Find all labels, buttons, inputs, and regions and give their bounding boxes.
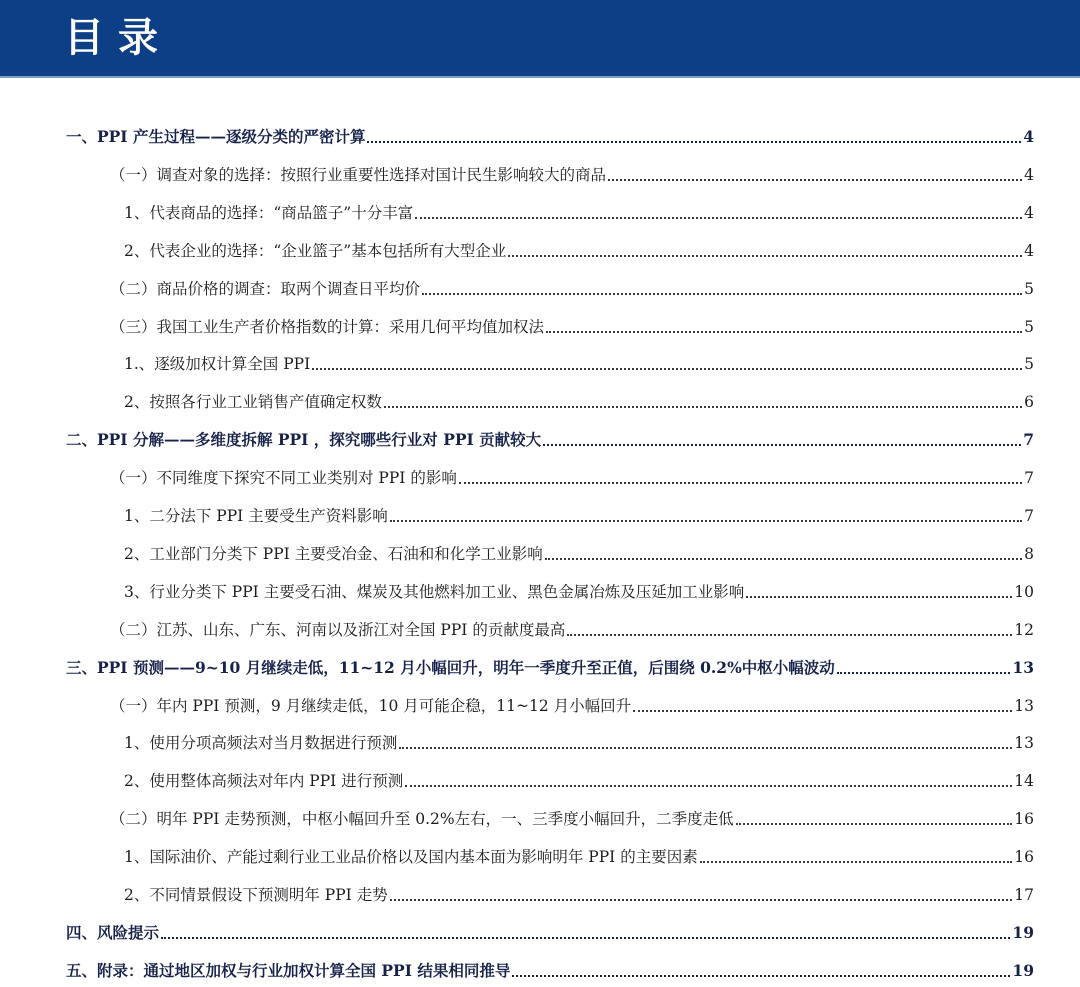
toc-entry-label: 1、二分法下 PPI 主要受生产资料影响 xyxy=(124,507,388,525)
toc-entry[interactable] xyxy=(110,463,1034,489)
toc-entry[interactable] xyxy=(124,880,1034,906)
toc-dot-leader xyxy=(567,634,1012,636)
toc-entry[interactable] xyxy=(110,691,1034,717)
toc-entry[interactable] xyxy=(66,425,1034,451)
toc-entry[interactable] xyxy=(110,312,1034,338)
toc-entry[interactable] xyxy=(124,198,1034,224)
toc-entry-label: （一）年内 PPI 预测，9 月继续走低，10 月可能企稳，11~12 月小幅回升 xyxy=(110,697,632,715)
toc-entry-label: 五、附录：通过地区加权与行业加权计算全国 PPI 结果相同推导 xyxy=(66,961,511,980)
toc-page-number: 5 xyxy=(1024,318,1034,336)
toc-page-number: 7 xyxy=(1024,469,1034,487)
toc-entry-label: 四、风险提示 xyxy=(66,923,160,942)
toc-entry[interactable] xyxy=(124,577,1034,603)
toc-page-number: 7 xyxy=(1024,507,1034,525)
toc-dot-leader xyxy=(512,975,1010,977)
toc-entry-label: （一）不同维度下探究不同工业类别对 PPI 的影响 xyxy=(110,469,457,487)
toc-entry[interactable] xyxy=(66,653,1034,679)
toc-page-number: 4 xyxy=(1023,127,1034,146)
toc-dot-leader xyxy=(746,596,1012,598)
toc-entry-label: 2、按照各行业工业销售产值确定权数 xyxy=(124,393,382,411)
toc-page-number: 6 xyxy=(1024,393,1034,411)
toc-entry-label: 2、工业部门分类下 PPI 主要受冶金、石油和和化学工业影响 xyxy=(124,545,543,563)
toc-entry[interactable] xyxy=(124,236,1034,262)
toc-entry-label: （二）江苏、山东、广东、河南以及浙江对全国 PPI 的贡献度最高 xyxy=(110,621,566,639)
toc-entry[interactable] xyxy=(66,122,1034,148)
toc-page-number: 13 xyxy=(1014,697,1034,715)
toc-entry-label: （二）商品价格的调查：取两个调查日平均价 xyxy=(110,280,421,298)
toc-dot-leader xyxy=(312,368,1022,370)
toc-entry-label: 1、国际油价、产能过剩行业工业品价格以及国内基本面为影响明年 PPI 的主要因素 xyxy=(124,848,698,866)
toc-entry-label: 3、行业分类下 PPI 主要受石油、煤炭及其他燃料加工业、黑色金属冶炼及压延加工业影响 xyxy=(124,583,745,601)
toc-page-number: 5 xyxy=(1024,355,1034,373)
toc-entry-label: 1.、逐级加权计算全国 PPI xyxy=(124,355,311,373)
toc-entry[interactable] xyxy=(124,539,1034,565)
toc-entry-label: 1、使用分项高频法对当月数据进行预测 xyxy=(124,734,398,752)
toc-entry[interactable] xyxy=(110,160,1034,186)
toc-page-number: 5 xyxy=(1024,280,1034,298)
toc-page-number: 12 xyxy=(1014,621,1034,639)
toc-dot-leader xyxy=(384,406,1022,408)
toc-dot-leader xyxy=(700,861,1013,863)
toc-page-number: 4 xyxy=(1024,166,1034,184)
toc-dot-leader xyxy=(736,823,1013,825)
toc-dot-leader xyxy=(399,747,1012,749)
toc-entry-label: 二、PPI 分解——多维度拆解 PPI ，探究哪些行业对 PPI 贡献较大 xyxy=(66,430,542,449)
toc-entry[interactable] xyxy=(124,387,1034,413)
toc-page-number: 13 xyxy=(1012,658,1034,677)
toc-entry-label: （三）我国工业生产者价格指数的计算：采用几何平均值加权法 xyxy=(110,318,545,336)
toc-entry[interactable] xyxy=(110,804,1034,830)
toc-page-number: 16 xyxy=(1014,848,1034,866)
toc-entry-label: 1、代表商品的选择：“商品篮子”十分丰富 xyxy=(124,204,414,222)
toc-entry[interactable] xyxy=(110,274,1034,300)
toc-entry[interactable] xyxy=(66,956,1034,982)
toc-dot-leader xyxy=(837,672,1011,674)
toc-entry-label: 2、不同情景假设下预测明年 PPI 走势 xyxy=(124,886,388,904)
toc-page-number: 4 xyxy=(1024,242,1034,260)
toc-dot-leader xyxy=(633,710,1012,712)
toc-entry[interactable] xyxy=(124,842,1034,868)
toc-entry-label: （二）明年 PPI 走势预测，中枢小幅回升至 0.2%左右，一、三季度小幅回升，二季度走低 xyxy=(110,810,734,828)
toc-page-number: 8 xyxy=(1024,545,1034,563)
toc-entry-label: 三、PPI 预测——9~10 月继续走低，11~12 月小幅回升，明年一季度升至正值，后围绕 0.2%中枢小幅波动 xyxy=(66,658,835,677)
toc-page-number: 16 xyxy=(1014,810,1034,828)
toc-entry-label: 2、使用整体高频法对年内 PPI 进行预测 xyxy=(124,772,404,790)
toc-page-number: 19 xyxy=(1012,961,1034,980)
toc-dot-leader xyxy=(545,558,1022,560)
toc-page-number: 10 xyxy=(1014,583,1034,601)
toc-entry[interactable] xyxy=(124,349,1034,375)
toc-page-number: 19 xyxy=(1012,923,1034,942)
toc-entry-label: 2、代表企业的选择：“企业篮子”基本包括所有大型企业 xyxy=(124,242,507,260)
toc-entry-label: 一、PPI 产生过程——逐级分类的严密计算 xyxy=(66,127,366,146)
toc-dot-leader xyxy=(422,293,1022,295)
toc-dot-leader xyxy=(367,141,1021,143)
page-title: 目录 xyxy=(64,15,172,61)
toc-dot-leader xyxy=(543,444,1021,446)
toc-page-number: 13 xyxy=(1014,734,1034,752)
toc-dot-leader xyxy=(390,520,1022,522)
toc-dot-leader xyxy=(459,482,1022,484)
toc-dot-leader xyxy=(161,937,1010,939)
toc-dot-leader xyxy=(546,331,1022,333)
toc-entry[interactable] xyxy=(66,918,1034,944)
toc-entry-label: （一）调查对象的选择：按照行业重要性选择对国计民生影响较大的商品 xyxy=(110,166,607,184)
toc-page-number: 14 xyxy=(1014,772,1034,790)
toc-page-number: 17 xyxy=(1014,886,1034,904)
toc-dot-leader xyxy=(608,179,1022,181)
toc-entry[interactable] xyxy=(110,615,1034,641)
toc-dot-leader xyxy=(390,899,1013,901)
toc-dot-leader xyxy=(415,217,1022,219)
toc-entry[interactable] xyxy=(124,501,1034,527)
toc-page-number: 4 xyxy=(1024,204,1034,222)
toc-entry[interactable] xyxy=(124,728,1034,754)
toc-dot-leader xyxy=(508,255,1022,257)
toc-page-number: 7 xyxy=(1023,430,1034,449)
toc-dot-leader xyxy=(405,785,1012,787)
toc-entry[interactable] xyxy=(124,766,1034,792)
